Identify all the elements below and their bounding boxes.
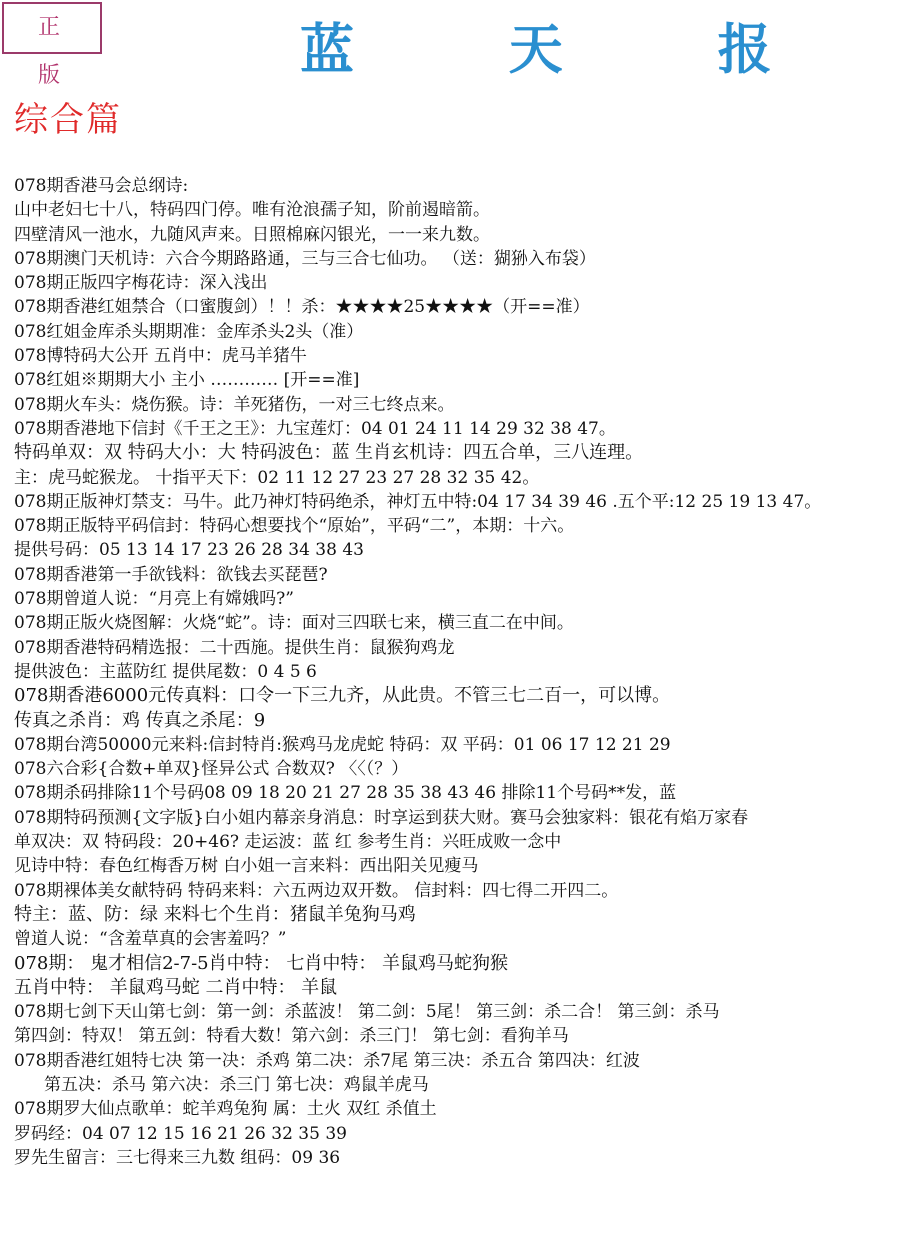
text-line: 罗先生留言：三七得来三九数 组码：09 36 [14, 1147, 341, 1168]
text-line: 第四剑：特双！ 第五剑：特看大数！第六剑：杀三门！ 第七剑：看狗羊马 [14, 1026, 569, 1047]
text-line: 传真之杀肖：鸡 传真之杀尾：9 [14, 709, 266, 731]
text-line: 078期正版神灯禁支：马牛。此乃神灯特码绝杀，神灯五中特:04 17 34 39 46 .五个平:12 25 19 13 47。 [14, 491, 822, 512]
text-line: 078期七剑下天山第七剑：第一剑：杀蓝波！ 第二剑：5尾！ 第三剑：杀二合！ 第三剑：杀马 [14, 1002, 720, 1023]
text-line: 第五决：杀马 第六决：杀三门 第七决：鸡鼠羊虎马 [44, 1074, 429, 1095]
text-line: 078期正版四字梅花诗：深入浅出 [14, 273, 268, 294]
text-line: 主：虎马蛇猴龙。 十指平天下：02 11 12 27 23 27 28 32 35 42。 [14, 467, 540, 488]
text-line: 078期澳门天机诗：六合今期路路通，三与三合七仙功。 （送：猢狲入布袋） [14, 248, 596, 269]
genuine-edition-badge: 正 版 [2, 2, 102, 54]
text-line: 078期香港红姐特七决 第一决：杀鸡 第二决：杀7尾 第三决：杀五合 第四决：红波 [14, 1050, 640, 1071]
text-line: 078期裸体美女献特码 特码来料：六五两边双开数。 信封料：四七得二开四二。 [14, 880, 619, 901]
section-heading: 综合篇 [14, 100, 122, 140]
text-line: 罗码经：04 07 12 15 16 21 26 32 35 39 [14, 1123, 347, 1144]
text-line: 078期曾道人说：“月亮上有嫦娥吗?” [14, 589, 294, 610]
content-body [14, 174, 898, 1170]
text-line: 078六合彩{合数+单双}怪异公式 合数双? 〈〈（？） [14, 759, 409, 780]
text-line: 提供波色：主蓝防红 提供尾数：0 4 5 6 [14, 661, 317, 682]
text-line: 特主：蓝、防：绿 来料七个生肖：猪鼠羊兔狗马鸡 [14, 903, 416, 925]
text-line: 单双决：双 特码段：20+46? 走运波：蓝 红 参考生肖：兴旺成败一念中 [14, 832, 562, 853]
text-line: 提供号码：05 13 14 17 23 26 28 34 38 43 [14, 540, 364, 561]
text-line: 078期罗大仙点歌单：蛇羊鸡兔狗 属：土火 双红 杀值土 [14, 1099, 437, 1120]
newspaper-title: 蓝 天 报 [300, 17, 840, 81]
text-line: 078红姐金库杀头期期准：金库杀头2头（准） [14, 321, 364, 342]
text-line: 078期香港马会总纲诗: [14, 176, 189, 196]
text-line: 四壁清风一池水，九随风声来。日照棉麻闪银光，一一来九数。 [14, 224, 490, 245]
text-line: 078博特码大公开 五肖中：虎马羊猪牛 [14, 346, 307, 367]
text-line: 078期正版火烧图解：火烧“蛇”。诗：面对三四联七来，横三直二在中间。 [14, 613, 574, 634]
text-line: 078期火车头：烧伤猴。诗：羊死猪伤，一对三七终点来。 [14, 394, 455, 415]
text-line: 078期： 鬼才相信2-7-5肖中特： 七肖中特： 羊鼠鸡马蛇狗猴 [14, 952, 509, 974]
text-line: 078期香港红姐禁合（口蜜腹剑）！！杀：★★★★25★★★★（开==准） [14, 297, 590, 318]
text-line: 078期香港地下信封《千王之王》：九宝莲灯：04 01 24 11 14 29 32 38 47。 [14, 418, 616, 439]
text-line: 曾道人说：“含羞草真的会害羞吗？” [14, 929, 287, 950]
text-line: 078期正版特平码信封：特码心想要找个“原始”，平码“二”，本期：十六。 [14, 516, 575, 537]
text-line: 山中老妇七十八，特码四门停。唯有沧浪孺子知，阶前遏暗箭。 [14, 200, 490, 221]
text-line: 078红姐※期期大小 主小 ………… [开==准] [14, 370, 360, 391]
text-line: 五肖中特： 羊鼠鸡马蛇 二肖中特： 羊鼠 [14, 976, 338, 998]
text-line: 078期香港第一手欲钱料：欲钱去买琵琶? [14, 564, 328, 585]
text-line: 078期特码预测{文字版}白小姐内幕亲身消息：时享运到获大财。赛马会独家料：银花有焰万家春 [14, 807, 749, 828]
text-line: 078期杀码排除11个号码08 09 18 20 21 27 28 35 38 43 46 排除11个号码**发，蓝 [14, 783, 677, 804]
text-line: 078期台湾50000元来料:信封特肖:猴鸡马龙虎蛇 特码：双 平码：01 06 17 12 21 29 [14, 734, 671, 755]
text-line: 特码单双：双 特码大小：大 特码波色：蓝 生肖玄机诗：四五合单，三八连理。 [14, 442, 644, 464]
text-line: 见诗中特：春色红梅香万树 白小姐一言来料：西出阳关见瘦马 [14, 856, 479, 877]
text-line: 078期香港6000元传真料：口令一下三九齐，从此贵。不管三七二百一，可以博。 [14, 685, 671, 707]
text-line: 078期香港特码精选报：二十西施。提供生肖：鼠猴狗鸡龙 [14, 637, 455, 658]
